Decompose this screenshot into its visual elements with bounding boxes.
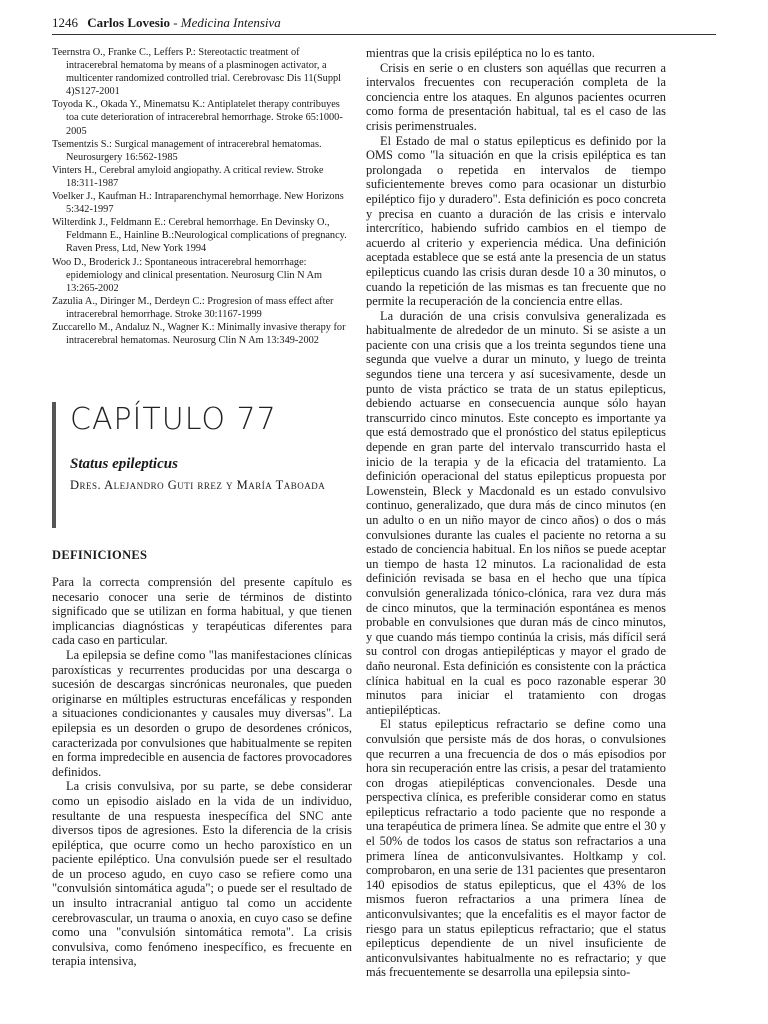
body-paragraph: El Estado de mal o status epilepticus es definido por la OMS como "la situación en que la crisis epiléptica es tan prolongada o repetida en intervalos de tiempo suficientemente breves como para ocasionar un disturbio epiléptico fijo y duradero". Esta definición es poco concreta y precisa en cuanto a duración de las crisis e intervalo intercrítico, habiendo sufrido cambios en el tiempo de acuerdo al criterio y experiencia médica. Una definición aceptada establece que se está ante la presencia de un status epilepticus cuando las crisis duran desde 10 a 30 minutos, o cuando la repetición de las mismas es tan frecuente que no permite la recuperación de la conciencia entre ellas. [366,133,666,309]
left-body-text [52,548,352,969]
reference-item: Wilterdink J., Feldmann E.: Cerebral hemorrhage. En Devinsky O., Feldmann E., Hainline B.:Neurological complications of pregnancy. Raven Press, Ltd, New York 1994 [52,217,347,255]
body-paragraph: Para la correcta comprensión del presente capítulo es necesario conocer una serie de términos de distinto significado que se utilizan en forma habitual, y que tienen implicancias diagnósticas y terapéuticas diferentes para cada caso en particular. [52,575,352,648]
reference-item: Zuccarello M., Andaluz N., Wagner K.: Minimally invasive therapy for intracerebral hematomas. Neurosurg Clin N Am 13:349-2002 [52,321,346,347]
reference-item: Zazulia A., Diringer M., Derdeyn C.: Progresion of mass effect after intracerebral hemorrhage. Stroke 30:1167-1999 [52,295,334,320]
body-paragraph: El status epilepticus refractario se define como una convulsión que persiste más de dos horas, o convulsiones que recurren a una frecuencia de dos o más episodios por hora sin recuperación entre las crisis, a pesar del tratamiento con drogas atiepilépticas convencionales. Desde una perspectiva clínica, es preferible considerar como en status epilepticus refractario a todo paciente que no responde a una terapéutica de primera línea. Se admite que entre el 30 y el 50% de todos los casos de status son refractarios a una primera línea de anticonvulsivantes. Holtkamp y col. comprobaron, en una serie de 131 pacientes que presentaron 140 episodios de status epilepticus, que el 43% de los mismos fueron refractarios a una primera línea de anticonvulsivantes; que la encefalitis es el mayor factor de riesgo para un status epilepticus refractario; que el status epilepticus dependiente de un nivel insuficiente de anticonvulsivantes habitualmente no es refractario; y que más frecuentemente se desarrolla una epilepsia sinto- [366,717,666,980]
reference-item: Vinters H., Cerebral amyloid angiopathy. A critical review. Stroke 18:311-1987 [52,164,324,189]
chapter-title: CAPÍTULO 77 [70,402,277,437]
reference-item: Teernstra O., Franke C., Leffers P.: Stereotactic treatment of intracerebral hematoma by means of a plasminogen activator, a multicenter randomized controlled trial. Cerebrovasc Dis 11(Suppl 4)S127-2001 [52,47,341,98]
reference-list [52,46,352,347]
reference-item: Tsementzis S.: Surgical management of intracerebral hematomas. Neurosurgery 16:562-1985 [52,138,322,163]
reference-item: Toyoda K., Okada Y., Minematsu K.: Antiplatelet therapy contribuyes toa cute deterioration of intracerebral hemorrhage. Stroke 65:1000-2005 [52,99,343,137]
header-author: Carlos Lovesio [87,15,170,30]
chapter-authors: Dres. Alejandro Guti rrez y María Taboada [70,478,326,492]
right-body-text [366,46,666,980]
reference-item: Woo D., Broderick J.: Spontaneous intracerebral hemorrhage: epidemiology and clinical presentation. Neurosurg Clin N Am 13:265-2002 [52,256,323,294]
body-paragraph: La crisis convulsiva, por su parte, se debe considerar como un episodio aislado en la vida de un individuo, resultante de una respuesta inespecífica del SNC ante diversos tipos de agresiones. Esto la diferencia de la crisis epiléptica, que ocurre como un hecho paroxístico en un paciente epiléptico. Una convulsión puede ser el resultado de un proceso agudo, en cuyo caso se refiere como una "convulsión sintomática aguda"; o puede ser el resultado de un insulto intracranial antiguo tal como un accidente cerebrovascular, un trauma o anoxia, en cuyo caso se define como una "convulsión sintomática remota". La crisis convulsiva, como fenómeno inespecífico, es frecuente en terapia intensiva, [52,779,352,969]
body-paragraph: mientras que la crisis epiléptica no lo es tanto. [366,46,595,60]
section-heading: DEFINICIONES [52,548,148,562]
body-paragraph: La epilepsia se define como "las manifestaciones clínicas paroxísticas y recurrentes producidas por una descarga o sucesión de descargas sincrónicas neuronales, que pueden originarse en múltiples estructuras encefálicas y responden a situaciones condicionantes y causales muy diversas". La epilepsia es un desorden o grupo de desordenes crónicos, caracterizada por convulsiones que habitualmente se repiten en forma impredecible en ausencia de factores provocadores definidos. [52,647,352,779]
body-paragraph: Crisis en serie o en clusters son aquéllas que recurren a intervalos frecuentes con recuperación completa de la conciencia entre los ataques. En algunos pacientes ocurren como forma de presentación habitual, tal es el caso de las crisis perimenstruales. [366,60,666,133]
chapter-heading-block [52,402,356,528]
header-book-title: Medicina Intensiva [180,15,281,30]
running-header [52,14,716,35]
chapter-subtitle: Status epilepticus [70,456,178,472]
reference-item: Voelker J., Kaufman H.: Intraparenchymal hemorrhage. New Horizons 5:342-1997 [52,191,344,216]
header-separator: - [169,15,181,30]
body-paragraph: La duración de una crisis convulsiva generalizada es habitualmente de alrededor de un minuto. Si se asiste a un paciente con una crisis que a los treinta segundos tiene una segunda que vuelve a durar un minuto, y luego de treinta segundos tiene una tercera y así sucesivamente, desde un punto de vista práctico se trata de un status epilepticus, debiendo actuarse en consecuencia aunque sólo hayan transcurrido cinco minutos. Este concepto es importante ya que está demostrado que el pronóstico del status epilepticus depende en gran parte del intervalo transcurrido hasta el inicio de la terapia y de la eficacia del tratamiento. La definición operacional del status epilepticus propuesta por Lowenstein, Bleck y Macdonald es un estado convulsivo continuo, generalizado, que dura más de cinco minutos (en un adulto o en un niño mayor de cinco años) o dos o más convulsiones durante las cuales el paciente no retorna a su estado de conciencia habitual. En los niños se puede aceptar un tiempo de hasta 12 minutos. La racionalidad de esta definición revisada se basa en el hecho que una típica convulsión generalizada tónico-clónica, rara vez dura más de cinco minutos, que la terminación espontánea es menos probable en convulsiones que duran más de cinco minutos, y que cuando más tiempo continúa la crisis, más difícil será su control con drogas antiepilépticas y mayor el grado de daño neuronal. Esta definición es consistente con la práctica clínica habitual en la cual es poco razonable esperar 30 minutos para iniciar el tratamiento con drogas antiepilépticas. [366,308,666,717]
page-number: 1246 [52,15,78,30]
